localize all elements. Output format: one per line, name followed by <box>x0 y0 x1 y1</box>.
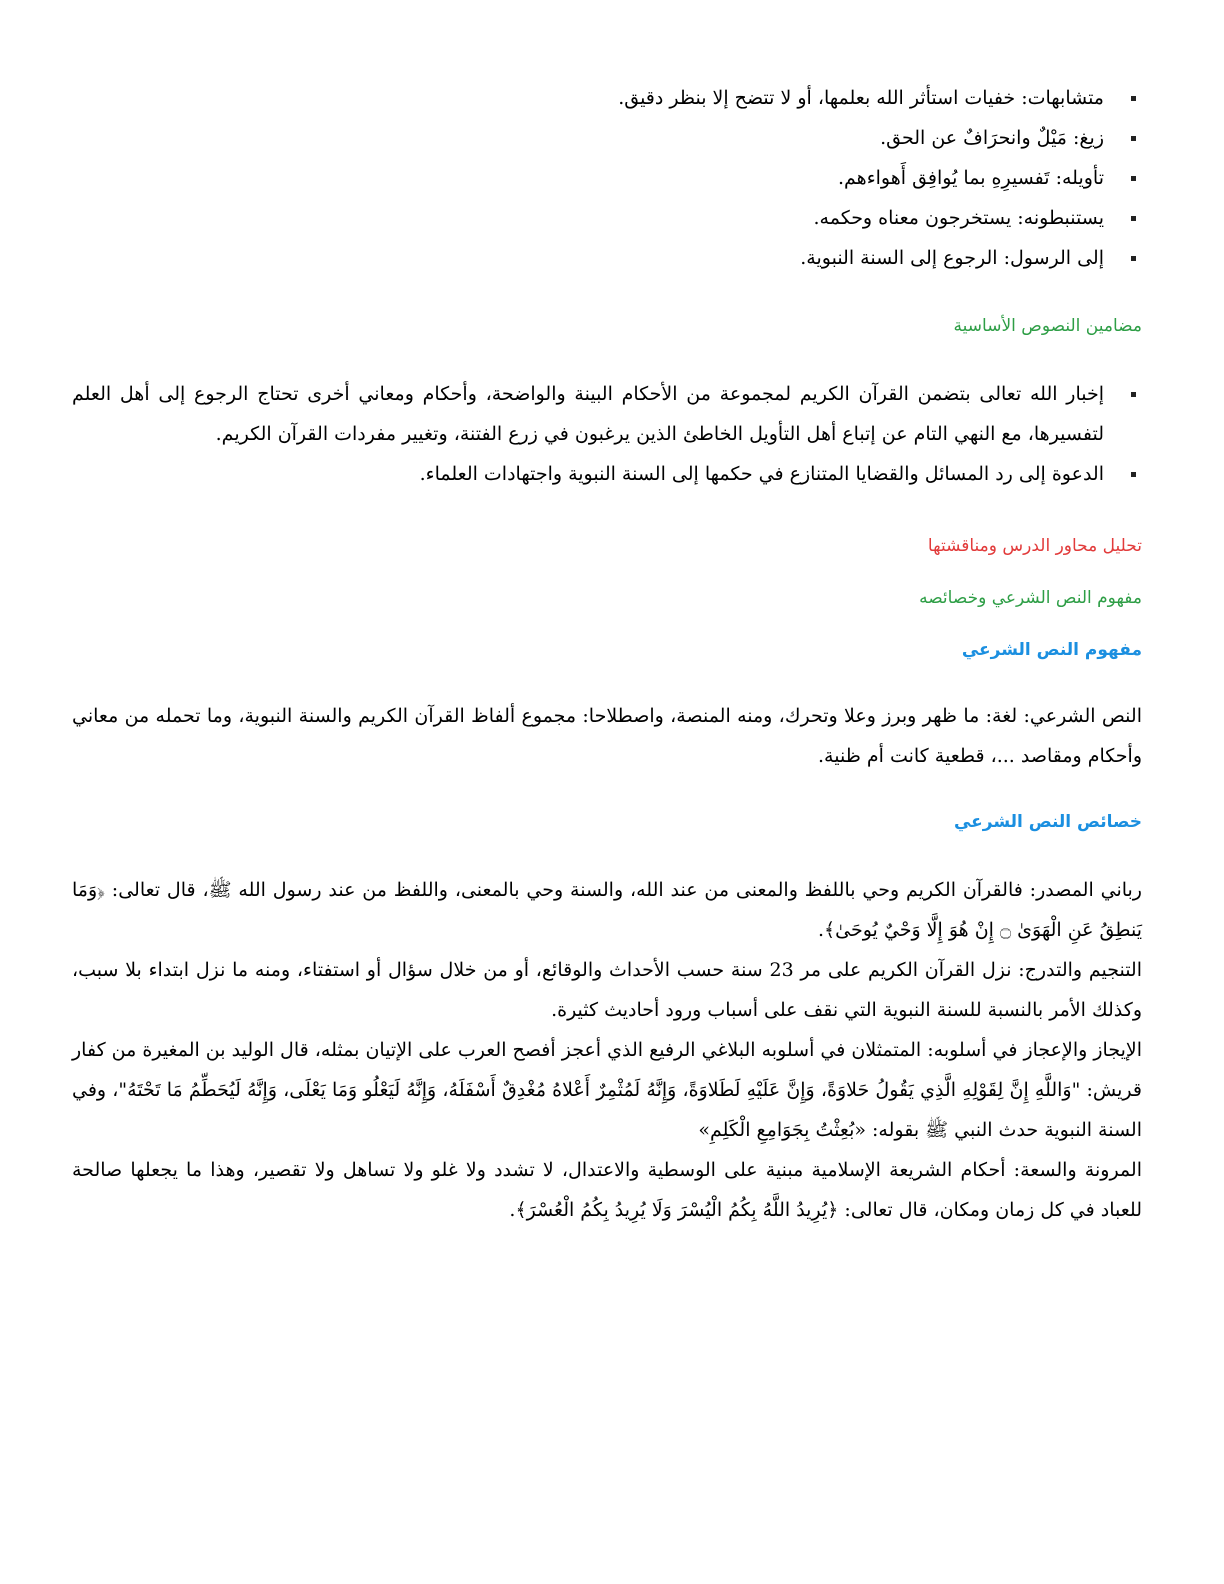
feature-paragraph: المرونة والسعة: أحكام الشريعة الإسلامية مبنية على الوسطية والاعتدال، لا تشدد ولا غلو ولا تساهل ولا تقصير، وهذا ما يجعلها صالحة للعباد في كل زمان ومكان، قال تعالى: ﴿يُرِيدُ اللَّهُ بِكُمُ الْيُسْرَ وَلَا يُرِيدُ بِكُمُ الْعُسْرَ﴾. <box>72 1159 1142 1221</box>
definition-paragraph: النص الشرعي: لغة: ما ظهر وبرز وعلا وتحرك، ومنه المنصة، واصطلاحا: مجموع ألفاظ القرآن الكريم والسنة النبوية، وما تحمله من معاني وأحكام ومقاصد ...، قطعية كانت أم ظنية. <box>72 705 1142 767</box>
contents-list <box>72 374 1142 494</box>
list-item: إلى الرسول: الرجوع إلى السنة النبوية. <box>72 238 1142 278</box>
feature-paragraph: رباني المصدر: فالقرآن الكريم وحي باللفظ والمعنى من عند الله، والسنة وحي بالمعنى، واللفظ من عند رسول الله ﷺ، قال تعالى: ﴿وَمَا يَنطِقُ عَنِ الْهَوَىٰ ۝ إِنْ هُوَ إِلَّا وَحْيٌ يُوحَىٰ﴾. <box>72 879 1142 941</box>
feature-paragraph: الإيجاز والإعجاز في أسلوبه: المتمثلان في أسلوبه البلاغي الرفيع الذي أعجز أفصح العرب على الإتيان بمثله، قال الوليد بن المغيرة من كفار قريش: "وَاللَّهِ إِنَّ لِقَوْلِهِ الَّذِي يَقُولُ حَلاوَةً، وَإِنَّ عَلَيْهِ لَطَلاوَةً، وَإِنَّهُ لَمُثْمِرٌ أَعْلاهُ مُغْدِقٌ أَسْفَلَهُ، وَإِنَّهُ لَيَعْلُو وَمَا يَعْلَى، وَإِنَّهُ لَيُحَطِّمُ مَا تَحْتَهُ"، وفي السنة النبوية حدث النبي ﷺ بقوله: «بُعِثْتُ بِجَوَامِعِ الْكَلِمِ» <box>72 1039 1142 1141</box>
contents-heading: مضامين النصوص الأساسية <box>953 316 1142 336</box>
analysis-heading: تحليل محاور الدرس ومناقشتها <box>927 536 1142 556</box>
list-item: تأويله: تَفسيرِهِ بما يُوافِق أَهواءهم. <box>72 158 1142 198</box>
terms-list <box>72 78 1142 278</box>
list-item: يستنبطونه: يستخرجون معناه وحكمه. <box>72 198 1142 238</box>
list-item: زيغ: مَيْلٌ وانحرَافٌ عن الحق. <box>72 118 1142 158</box>
features-section <box>72 870 1142 1230</box>
features-heading: خصائص النص الشرعي <box>953 812 1142 832</box>
list-item: متشابهات: خفيات استأثر الله بعلمها، أو لا تتضح إلا بنظر دقيق. <box>72 78 1142 118</box>
list-item: الدعوة إلى رد المسائل والقضايا المتنازع في حكمها إلى السنة النبوية واجتهادات العلماء. <box>72 454 1142 494</box>
definition-heading: مفهوم النص الشرعي <box>961 640 1142 660</box>
feature-paragraph: التنجيم والتدرج: نزل القرآن الكريم على مر 23 سنة حسب الأحداث والوقائع، أو من خلال سؤال أو استفتاء، ومنه ما نزل ابتداء بلا سبب، وكذلك الأمر بالنسبة للسنة النبوية التي نقف على أسباب ورود أحاديث كثيرة. <box>72 959 1142 1021</box>
concept-heading: مفهوم النص الشرعي وخصائصه <box>919 588 1142 608</box>
list-item: إخبار الله تعالى بتضمن القرآن الكريم لمجموعة من الأحكام البينة والواضحة، وأحكام ومعاني أخرى تحتاج الرجوع إلى أهل العلم لتفسيرها، مع النهي التام عن إتباع أهل التأويل الخاطئ الذين يرغبون في زرع الفتنة، وتغيير مفردات القرآن الكريم. <box>72 374 1142 454</box>
